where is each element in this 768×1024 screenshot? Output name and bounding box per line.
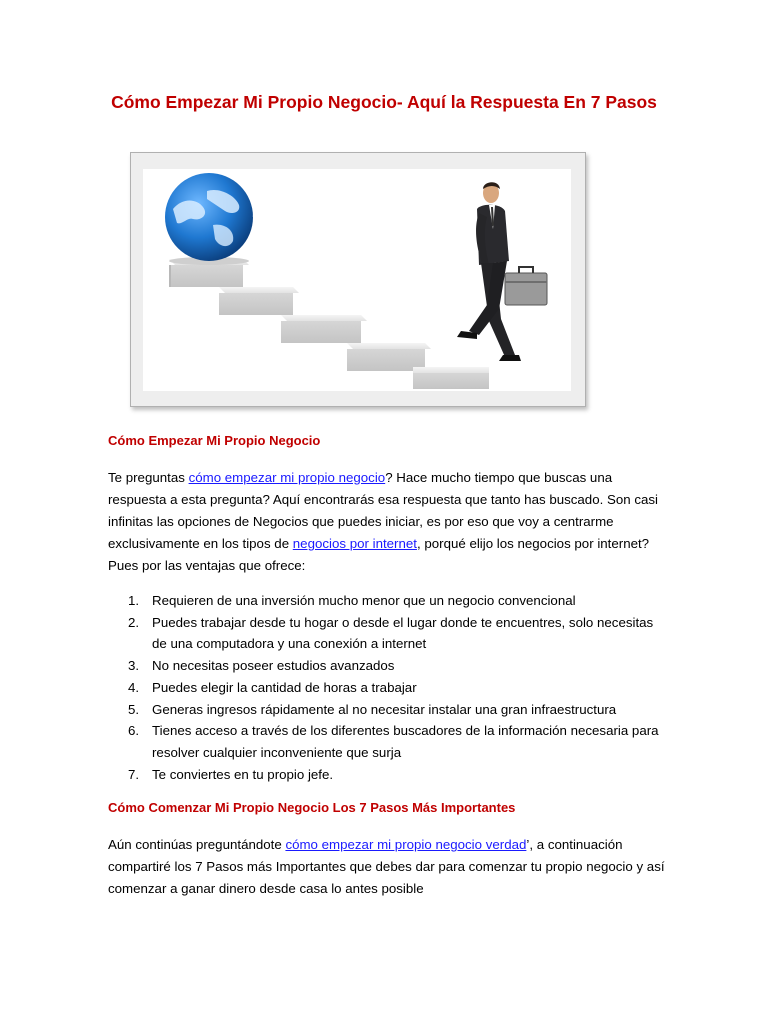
businessman-illustration (457, 182, 521, 361)
link-como-empezar-verdad[interactable]: cómo empezar mi propio negocio verdad (285, 837, 527, 852)
section-heading-2: Cómo Comenzar Mi Propio Negocio Los 7 Pasos Más Importantes (108, 800, 516, 815)
advantages-list (108, 590, 668, 785)
list-item: 3. No necesitas poseer estudios avanzados (128, 658, 395, 674)
list-item: 7. Te conviertes en tu propio jefe. (128, 766, 334, 782)
briefcase-illustration (505, 267, 547, 305)
hero-image-frame (130, 152, 586, 407)
hero-image (143, 169, 571, 391)
globe-illustration (165, 169, 254, 265)
link-como-empezar[interactable]: cómo empezar mi propio negocio (188, 470, 386, 485)
list-item: 2. Puedes trabajar desde tu hogar o desde el lugar donde te encuentres, solo necesitas de una computadora y una conexión a internet (128, 614, 654, 652)
list-item: 5. Generas ingresos rápidamente al no necesitar instalar una gran infraestructura (128, 701, 617, 717)
link-negocios-por-internet[interactable]: negocios por internet (292, 536, 417, 551)
section-heading-1: Cómo Empezar Mi Propio Negocio (108, 433, 321, 448)
closing-paragraph: Aún continúas preguntándote cómo empezar mi propio negocio verdad’, a continuación compartiré los 7 Pasos más Importantes que debes dar para comenzar tu propio negocio y así comenzar a ganar dinero desde casa lo antes posible (108, 837, 665, 896)
intro-paragraph: Te preguntas cómo empezar mi propio negocio? Hace mucho tiempo que buscas una respuesta a esta pregunta? Aquí encontrarás esa respuesta que tanto has buscado. Son casi infinitas las opciones de Negocios que puedes iniciar, es por eso que voy a centrarme exclusivamente en los tipos de negocios por internet, porqué elijo los negocios por internet? Pues por las ventajas que ofrece: (108, 470, 658, 573)
list-item: 1. Requieren de una inversión mucho menor que un negocio convencional (128, 593, 576, 608)
list-item: 6. Tienes acceso a través de los diferentes buscadores de la información necesaria para resolver cualquier inconveniente que surja (128, 723, 659, 760)
stairs-illustration (169, 259, 489, 389)
page-title: Cómo Empezar Mi Propio Negocio- Aquí la Respuesta En 7 Pasos (111, 92, 657, 112)
list-item: 4. Puedes elegir la cantidad de horas a trabajar (128, 679, 417, 695)
